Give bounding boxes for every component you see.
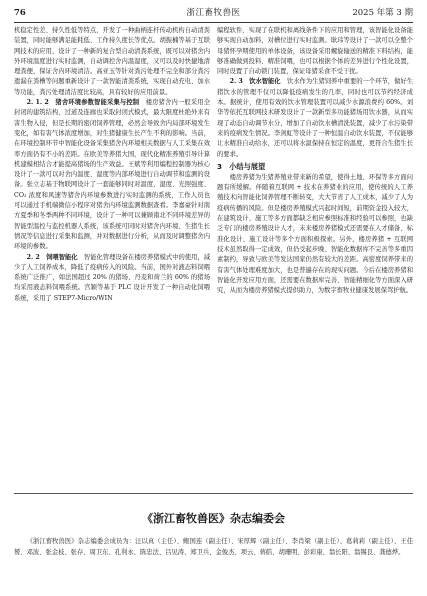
section-number: 2. 2 — [26, 253, 40, 261]
running-header — [14, 6, 413, 21]
left-column — [14, 26, 210, 304]
section-paragraph — [14, 98, 210, 252]
section-number: 2. 3 — [229, 78, 243, 86]
page-number: 76 — [14, 8, 26, 18]
right-column — [217, 26, 413, 296]
paragraph: 楼房养猪为生猪养殖业带来新的希望，使得土地、环保等多方面问题有所缓解。伴随着互联网 + 技术在养猪业的应用，使传统的人工养殖技术向智能化饲养管理不断转变，大大节省了人工成本，减少了人为疫病传播的风险。但是楼房养殖模式兴起时间短，前期资金投入较大，在建筑设计、施工等多方面都缺乏相应参照标准和经验可以参照，也缺乏专门的楼房养殖设计人才，未来楼房养猪模式还需要在人才储备、标准化设计、施工设计等多个方面积极探索。另外，楼房养猪 + 互联网技术虽然取得一定成效，但仍受起步晚、智能化数据库不完善等多重因素制约，导致与欧美等发达国家仍然有较大的差距。高密度饲养带来的有害气体处理难度加大，也是普遍存在的现实问题。今后在楼房养猪和智能化开发应用方面，还需要在数据库完善、智能精细化等方面深入研究，从而为楼房养猪模式提供助力，为数字畜牧业健康发展保驾护航。 — [217, 173, 413, 295]
section-title: 猪舍环境参数智能采集与控制 — [55, 99, 140, 107]
section-paragraph — [217, 77, 413, 159]
committee-text: 《浙江畜牧兽医》杂志编委会成员为：汪以真（主任）、鲍国连（副主任）、宋厚辉（副主任）、李肖梁（副主任）、葛莉莉（副主任）、王佳赟、邓波、张金枝、张存、周卫东、孔利永、陈忠法、吕见涛、郑卫兵、金俊杰、项云、蒋皓、胡珊明、彭彩康、翁长阳、翁锡良、龚德烨。 — [14, 538, 413, 556]
header-rule — [14, 22, 413, 23]
paragraph: 编程软件，实现了在联机和离线条件下的应用和管理，该智能化设备能够实现自动加料，对槽位进行实时监测。耿玮等设计了一款可以全整个母猪怀孕期使用的单体设备，该设备采用螺旋输送的精准下料结构，能够准确做到投料、精准饲喂，也可以根据个体的差异进行个性化设置，同时设置了自动锁门装置，保证母猪采食不受干扰。 — [217, 27, 413, 76]
section-text: 智能化管理设备在楼房养猪模式中的使用，减少了人工饲养成本，降低了疫病传入的风险。当前，国外对液态料饲喂系统广泛推广，如法国超过 20% 的猪场、丹麦和荷兰的 60% 的猪场均采用液态料饲喂系统。宫颖等基于 PLC 设计开发了一种自动化饲喂系统，采用了 STEP7-Micro/WIN — [14, 253, 211, 302]
section-title: 饲喂智能化 — [46, 253, 78, 261]
section-title: 饮水智能化 — [249, 78, 281, 86]
journal-name: 浙江畜牧兽医 — [186, 8, 241, 18]
section-number: 2. 1. 2 — [26, 99, 49, 107]
issue-label: 2025 年第 3 期 — [352, 8, 413, 18]
paragraph: 机稳定性差、持久性低等特点，开发了一种曲柄连杆传动机构自动清粪装置，同时能够满足能耗低、工作持久度长等优点。胡振楠等基于互联网技术的应用，设计了一种新的复合型自动清粪系统，既可以对猪舍内外环境温度进行实时监测，自动调控舍内温湿度，又可以及时快捷地清理粪便，保证舍内环境清洁。高亚玉等针对粪污处理不完全和部分粪污遗漏在粪槽等问题重新设计了一款智能清粪系统，实现自动充电、加水等功能，粪污处理清洁度比较高，具有较好的应用前景。 — [14, 27, 210, 96]
section-text: 饮水作为生猪饲养中重要的一个环节，做好生猪饮水的管理不仅可以降低疫病发生的几率，同时也可以节约经济成本。据统计，使用有效的饮水管理装置可以减少水源浪费约 60%。刘华等依托互联网技术研发设计了一款新型多功能猪场用饮水器，从而实现了动态自动调节水分，增加了自动饮水槽清洗装置，减少了水污染带来的疫病发生情况。李剑虹等设计了一种恒温自动饮水装置，不仅能够让水精准自动给水，还可以将水温保持在恒定的温度，更符合生猪生长的要求。 — [217, 78, 414, 158]
committee-title: 《浙江畜牧兽医》杂志编委会 — [142, 512, 285, 525]
divider — [14, 493, 413, 494]
section-paragraph — [14, 253, 210, 304]
section-text: 楼房猪舍内一般采用全封闭的建筑结构，过道及连廊也采取封闭式模式，最大限度杜绝外来有害生物入侵，但是长期的密闭饲养管理，必然会导致舍内局部环境发生变化，如有害气体浓度增加，对生猪健康生长产生不利的影响。当前，在环境控制环节中智能化设备采集猪舍内环境相关数据与人工采集在效率方面仍有不小的差距。在欧美等养猪大国，现代化精准养殖引导计算机建模相结合才能提高猪场的生产效益。王斌等利用编程控制器为核心设计了一款可以对舍内温度、湿度等内部环境进行自动调节和监测的设备。张立志基于物联网设计了一套能够同时对温度、湿度、光照强度、CO₂ 浓度和风速等猪舍内环境参数进行实时监测的系统，工作人员也可以通过手机端微信小程序对猪舍内环境监测数据查看。李嘉豪针对南方夏季和冬季两种不同环境，设计了一种可以兼顾南北不同环境差异的智能型温控与监控机器人系统，该系统可同时对猪舍内环境、生猪生长情况等信息进行采集和监测，并对数据进行分析，从而及时调整猪舍内环境的参数。 — [14, 99, 211, 251]
section-heading: 3 小结与展望 — [217, 161, 266, 171]
